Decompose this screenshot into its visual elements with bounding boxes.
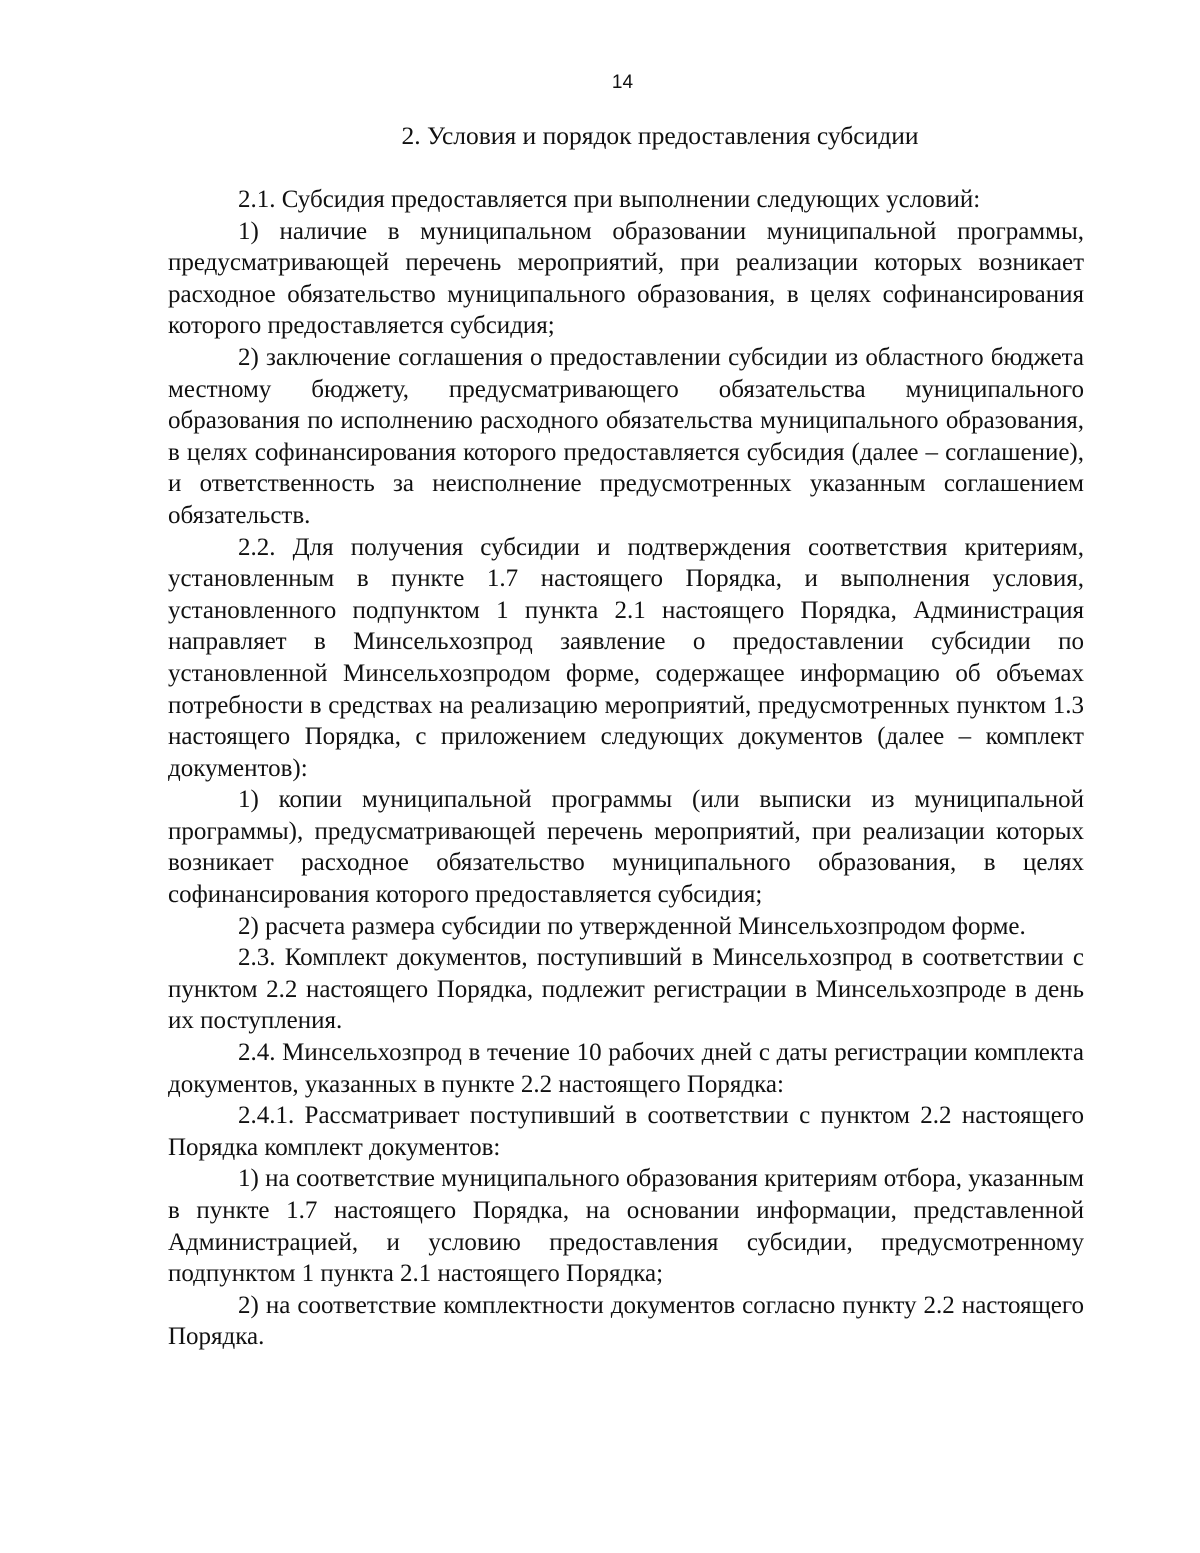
paragraph-2-4: 2.4. Минсельхозпрод в течение 10 рабочих дней с даты регистрации комплекта документов, указанных в пункте 2.2 настоящего Порядка:	[168, 1039, 1084, 1098]
paragraph-2-1-item-2: 2) заключение соглашения о предоставлении субсидии из областного бюджета местному бюджету, предусматривающего обязательства муниципального образования по исполнению расходного обязательства муниципального образования, в целях софинансирования которого предоставляется субсидия (далее – соглашение), и ответственность за неисполнение предусмотренных указанным соглашением обязательств.	[168, 343, 1084, 529]
section-title: 2. Условия и порядок предоставления субсидии	[401, 121, 919, 150]
document-body	[168, 184, 1084, 1353]
page-number: 14	[611, 72, 634, 93]
paragraph-2-4-1-item-1: 1) на соответствие муниципального образования критериям отбора, указанным в пункте 1.7 настоящего Порядка, на основании информации, представленной Администрацией, и условию предоставления субсидии, предусмотренному подпунктом 1 пункта 2.1 настоящего Порядка;	[168, 1165, 1084, 1288]
paragraph-2-1-item-1: 1) наличие в муниципальном образовании муниципальной программы, предусматривающей перечень мероприятий, при реализации которых возникает расходное обязательство муниципального образования, в целях софинансирования которого предоставляется субсидия;	[168, 217, 1084, 340]
paragraph-2-1: 2.1. Субсидия предоставляется при выполнении следующих условий:	[238, 186, 981, 213]
paragraph-2-4-1-item-2: 2) на соответствие комплектности документов согласно пункту 2.2 настоящего Порядка.	[168, 1291, 1084, 1351]
paragraph-2-4-1: 2.4.1. Рассматривает поступивший в соответствии с пунктом 2.2 настоящего Порядка комплект документов:	[168, 1102, 1084, 1161]
paragraph-2-2: 2.2. Для получения субсидии и подтверждения соответствия критериям, установленным в пункте 1.7 настоящего Порядка, и выполнения условия, установленного подпунктом 1 пункта 2.1 настоящего Порядка, Администрация направляет в Минсельхозпрод заявление о предоставлении субсидии по установленной Минсельхозпродом форме, содержащее информацию об объемах потребности в средствах на реализацию мероприятий, предусмотренных пунктом 1.3 настоящего Порядка, с приложением следующих документов (далее – комплект документов):	[168, 533, 1084, 782]
paragraph-2-3: 2.3. Комплект документов, поступивший в Минсельхозпрод в соответствии с пунктом 2.2 настоящего Порядка, подлежит регистрации в Минсельхозпроде в день их поступления.	[168, 944, 1084, 1035]
paragraph-2-2-item-1: 1) копии муниципальной программы (или выписки из муниципальной программы), предусматривающей перечень мероприятий, при реализации которых возникает расходное обязательство муниципального образования, в целях софинансирования которого предоставляется субсидия;	[168, 786, 1084, 909]
paragraph-2-2-item-2: 2) расчета размера субсидии по утвержденной Минсельхозпродом форме.	[238, 912, 1026, 940]
